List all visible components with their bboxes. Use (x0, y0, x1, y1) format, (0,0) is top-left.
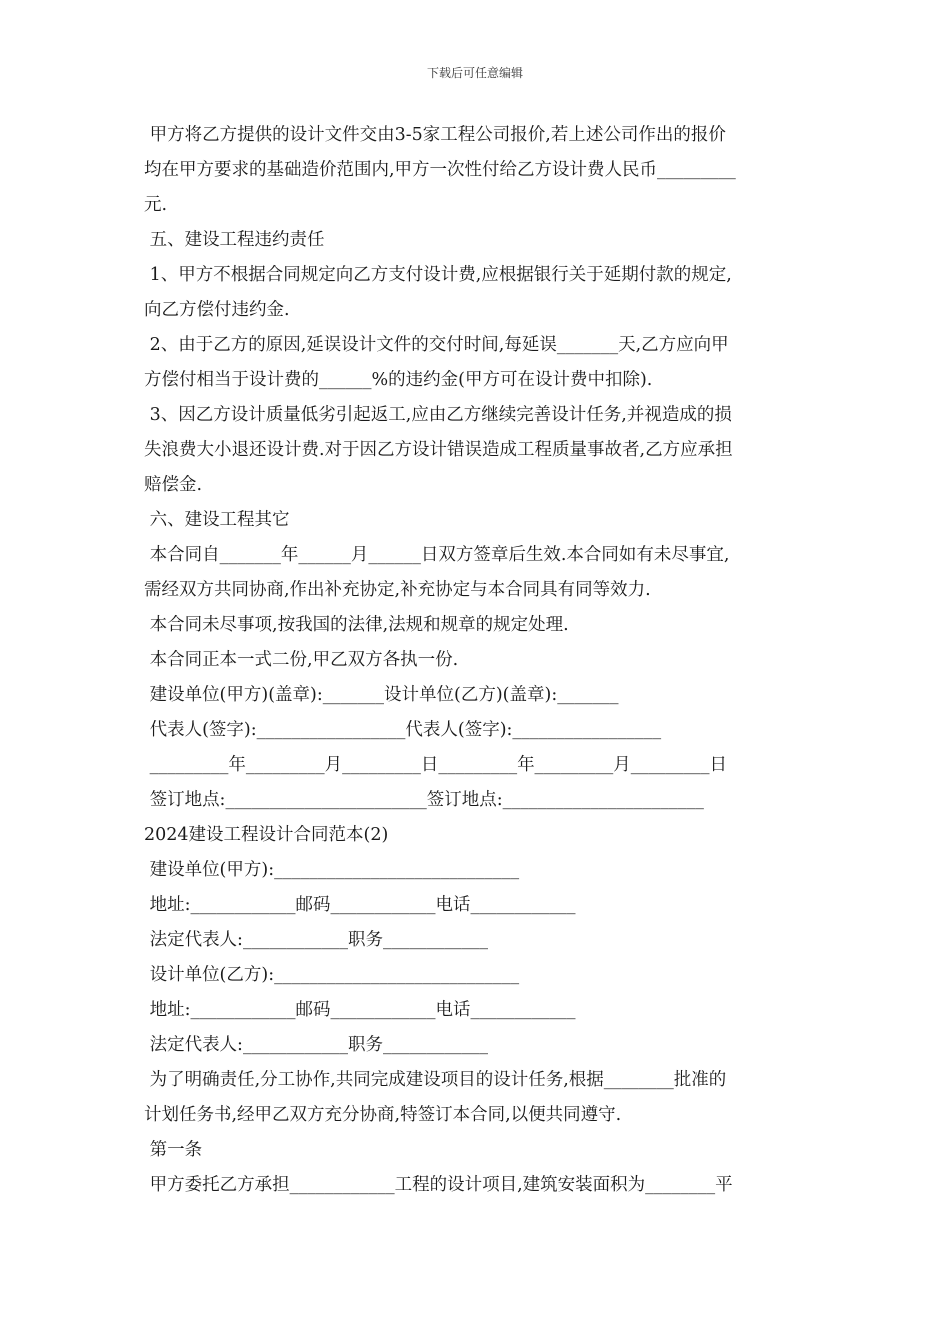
section-heading: 六、建设工程其它 (144, 510, 290, 530)
paragraph-line: 1、甲方不根据合同规定向乙方支付设计费,应根据银行关于延期付款的规定, (144, 265, 732, 285)
paragraph-line: 为了明确责任,分工协作,共同完成建设项目的设计任务,根据________批准的 (144, 1070, 727, 1090)
paragraph-line: 3、因乙方设计质量低劣引起返工,应由乙方继续完善设计任务,并视造成的损 (144, 405, 732, 425)
paragraph-line: 赔偿金. (144, 475, 203, 495)
signature-line: 建设单位(甲方)(盖章):_______设计单位(乙方)(盖章):_______ (144, 685, 619, 705)
document-body (144, 118, 810, 1203)
paragraph-line: 元. (144, 195, 168, 215)
form-field-line: 建设单位(甲方):____________________________ (144, 860, 520, 880)
form-field-line: 设计单位(乙方):____________________________ (144, 965, 520, 985)
paragraph-line: 本合同正本一式二份,甲乙双方各执一份. (144, 650, 459, 670)
location-line: 签订地点:_______________________签订地点:_______________________ (144, 790, 704, 810)
paragraph-line: 失浪费大小退还设计费.对于因乙方设计错误造成工程质量事故者,乙方应承担 (144, 440, 733, 460)
document-subtitle: 2024建设工程设计合同范本(2) (144, 825, 389, 845)
article-heading: 第一条 (144, 1140, 203, 1160)
date-line: _________年_________月_________日_________年_________月_________日 (144, 755, 728, 775)
paragraph-line: 2、由于乙方的原因,延误设计文件的交付时间,每延误_______天,乙方应向甲 (144, 335, 729, 355)
form-field-line: 法定代表人:____________职务____________ (144, 930, 488, 950)
paragraph-line: 计划任务书,经甲乙双方充分协商,特签订本合同,以便共同遵守. (144, 1105, 622, 1125)
paragraph-line: 甲方委托乙方承担____________工程的设计项目,建筑安装面积为________平 (144, 1175, 733, 1195)
paragraph-line: 均在甲方要求的基础造价范围内,甲方一次性付给乙方设计费人民币_________ (144, 160, 736, 180)
page-header: 下载后可任意编辑 (426, 66, 523, 80)
section-heading: 五、建设工程违约责任 (144, 230, 325, 250)
form-field-line: 法定代表人:____________职务____________ (144, 1035, 488, 1055)
paragraph-line: 甲方将乙方提供的设计文件交由3-5家工程公司报价,若上述公司作出的报价 (144, 125, 726, 145)
signature-line: 代表人(签字):_________________代表人(签字):_________________ (144, 720, 662, 740)
paragraph-line: 需经双方共同协商,作出补充协定,补充协定与本合同具有同等效力. (144, 580, 651, 600)
form-field-line: 地址:____________邮码____________电话____________ (144, 895, 576, 915)
paragraph-line: 向乙方偿付违约金. (144, 300, 290, 320)
paragraph-line: 方偿付相当于设计费的______%的违约金(甲方可在设计费中扣除). (144, 370, 653, 390)
paragraph-line: 本合同未尽事项,按我国的法律,法规和规章的规定处理. (144, 615, 569, 635)
paragraph-line: 本合同自_______年______月______日双方签章后生效.本合同如有未尽事宜, (144, 545, 730, 565)
form-field-line: 地址:____________邮码____________电话____________ (144, 1000, 576, 1020)
